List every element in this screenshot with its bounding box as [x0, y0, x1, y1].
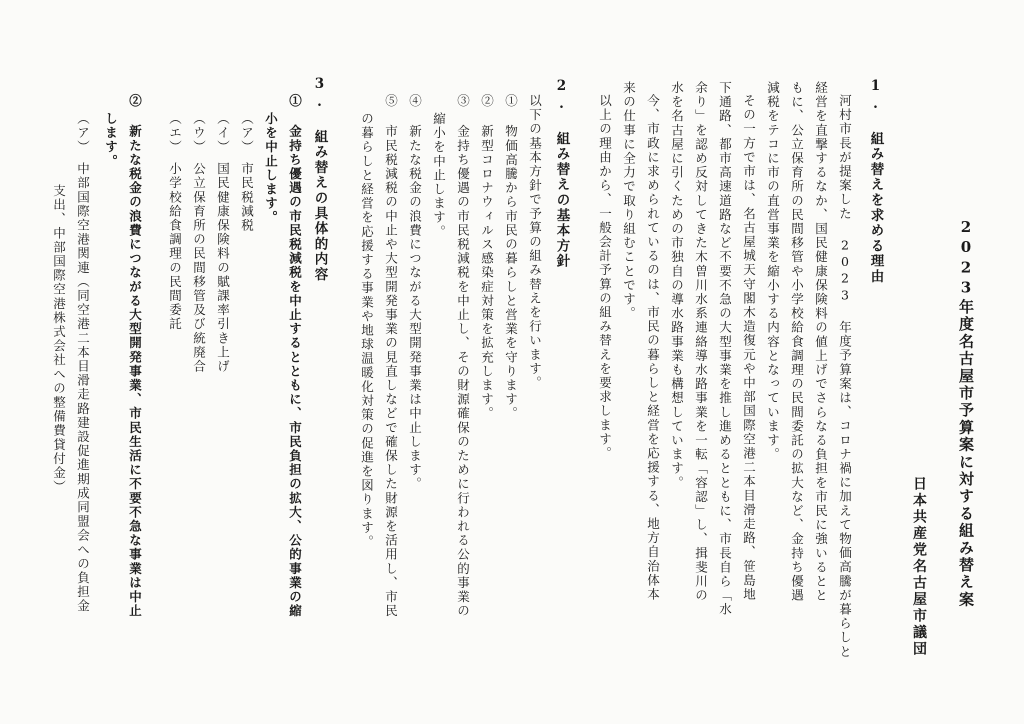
- section-2-line: ⑤ 市民税減税の中止や大型開発事業の見直しなどで確保した財源を活用し、市民: [383, 94, 399, 619]
- organization-name: 日本共産党名古屋市議団: [911, 476, 927, 658]
- section-3-line: 小を中止します。: [263, 112, 279, 225]
- section-3-heading: 3. 組み替えの具体的内容: [311, 76, 328, 283]
- section-3-line: ① 金持ち優遇の市民税減税を中止するとともに、市民負担の拡大、公的事業の縮: [287, 94, 303, 619]
- section-3-line: （ウ） 公立保育所の民間移管及び統廃合: [191, 112, 207, 374]
- section-1-line: 以上の理由から、一般会計予算の組み替えを要求します。: [597, 94, 613, 461]
- section-1-line: もに、公立保育所の民間移管や小学校給食調理の民間委託の拡大など、金持ち優遇: [789, 81, 805, 603]
- section-2-line: 以下の基本方針で予算の組み替えを行います。: [527, 94, 543, 391]
- section-2-line: 縮小を中止します。: [431, 112, 447, 239]
- section-3-line: （ア） 中部国際空港関連（同空港二本目滑走路建設促進期成同盟会への負担金: [75, 112, 91, 614]
- section-3-line: （イ） 国民健康保険料の賦課率引き上げ: [215, 112, 231, 374]
- section-1-line: 今、市政に求められているのは、市民の暮らしと経営を応援する、地方自治体本: [645, 94, 661, 602]
- section-2-line: の暮らしと経営を応援する事業や地球温暖化対策の促進を図ります。: [359, 112, 375, 550]
- section-1-line: 下通路、都市高速道路など不要不急の大型事業を推し進めるとともに、市長自ら「水: [717, 81, 733, 617]
- section-1-line: 来の仕事に全力で取り組むことです。: [621, 81, 637, 321]
- section-2-line: ① 物価高騰から市民の暮らしと営業を守ります。: [503, 94, 519, 421]
- section-3-line: （ア） 市民税減税: [239, 112, 255, 233]
- section-3-line: します。: [103, 112, 119, 169]
- section-1-line: 余り」を認め反対してきた木曽川水系連絡導水路事業を一転「容認」し、揖斐川の: [693, 81, 709, 603]
- section-3-line: 支出、中部国際空港株式会社への整備費貸付金）: [51, 184, 67, 495]
- section-1-line: 経営を直撃するなか、国民健康保険料の値上げでさらなる負担を市民に強いるとと: [813, 81, 829, 603]
- section-2-line: ③ 金持ち優遇の市民税減税を中止し、その財源確保のために行われる公的事業の: [455, 94, 471, 619]
- section-1-line: 水を名古屋に引くための市独自の導水路事業も構想しています。: [669, 81, 685, 490]
- section-2-line: ④ 新たな税金の浪費につながる大型開発事業は中止します。: [407, 94, 423, 492]
- section-1-line: 減税をテコに市の直営事業を縮小する内容となっています。: [765, 81, 781, 462]
- section-2-heading: 2. 組み替えの基本方針: [553, 78, 570, 270]
- document-title: 2023年度名古屋市予算案に対する組み替え案: [957, 218, 975, 609]
- section-3-line: （エ） 小学校給食調理の民間委託: [167, 112, 183, 332]
- section-2-line: ② 新型コロナウィルス感染症対策を拡充します。: [479, 94, 495, 421]
- section-1-line: 河村市長が提案した 2023 年度予算案は、コロナ禍に加えて物価高騰が暮らしと: [837, 94, 853, 659]
- section-3-line: ② 新たな税金の浪費につながる大型開発事業、市民生活に不要不急な事業は中止: [127, 94, 143, 619]
- section-1-line: その一方で市は、名古屋城天守閣木造復元や中部国際空港二本目滑走路、笹島地: [741, 94, 757, 602]
- section-1-heading: 1. 組み替えを求める理由: [867, 78, 884, 285]
